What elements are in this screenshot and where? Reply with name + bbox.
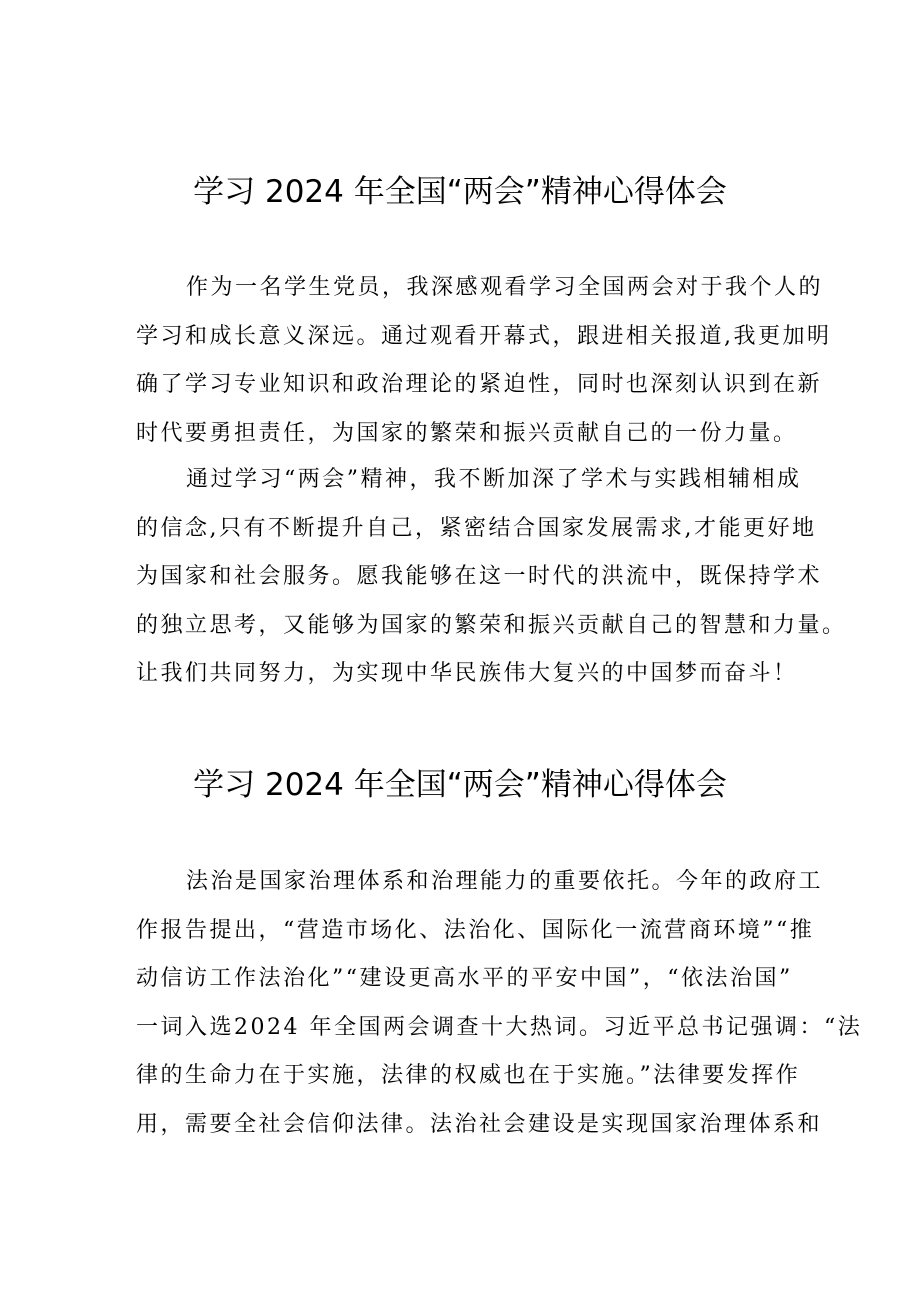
text-line: 作为一名学生党员，我深感观看学习全国两会对于我个人的: [186, 275, 824, 300]
text-line: 用，需要全社会信仰法律。法治社会建设是实现国家治理体系和: [136, 1111, 823, 1137]
text-line: 法治是国家治理体系和治理能力的重要依托。今年的政府工: [186, 869, 824, 894]
text-line: 动信访工作法治化”“建设更高水平的平安中国”，“依法治国”: [136, 966, 793, 991]
text-line: 一词入选2024 年全国两会调查十大热词。习近平总书记强调：“法: [136, 1014, 863, 1040]
text-line: 律的生命力在于实施，法律的权威也在于实施。”法律要发挥作: [136, 1063, 801, 1088]
text-line: 学习和成长意义深远。通过观看开幕式，跟进相关报道,我更加明: [136, 323, 832, 349]
section-1-paragraph-1: [136, 264, 832, 458]
section-2-paragraph-1: [136, 858, 863, 1149]
text-line: 的信念,只有不断提升自己，紧密结合国家发展需求,才能更好地: [136, 515, 817, 541]
text-line: 的独立思考，又能够为国家的繁荣和振兴贡献自己的智慧和力量。: [136, 612, 847, 638]
text-line: 确了学习专业知识和政治理论的紧迫性，同时也深刻认识到在新: [136, 372, 823, 397]
text-line: 让我们共同努力，为实现中华民族伟大复兴的中国梦而奋斗！: [136, 661, 798, 686]
text-line: 为国家和社会服务。愿我能够在这一时代的洪流中，既保持学术: [136, 564, 823, 589]
section-2-title: 学习 2024 年全国“两会”精神心得体会: [193, 767, 727, 803]
section-1-paragraph-2: [136, 456, 847, 699]
text-line: 通过学习“两会”精神，我不断加深了学术与实践相辅相成: [186, 467, 802, 492]
section-1-title: 学习 2024 年全国“两会”精神心得体会: [193, 174, 727, 210]
text-line: 时代要勇担责任，为国家的繁荣和振兴贡献自己的一份力量。: [136, 420, 798, 446]
text-line: 作报告提出，“营造市场化、法治化、国际化一流营商环境”“推: [136, 917, 815, 943]
